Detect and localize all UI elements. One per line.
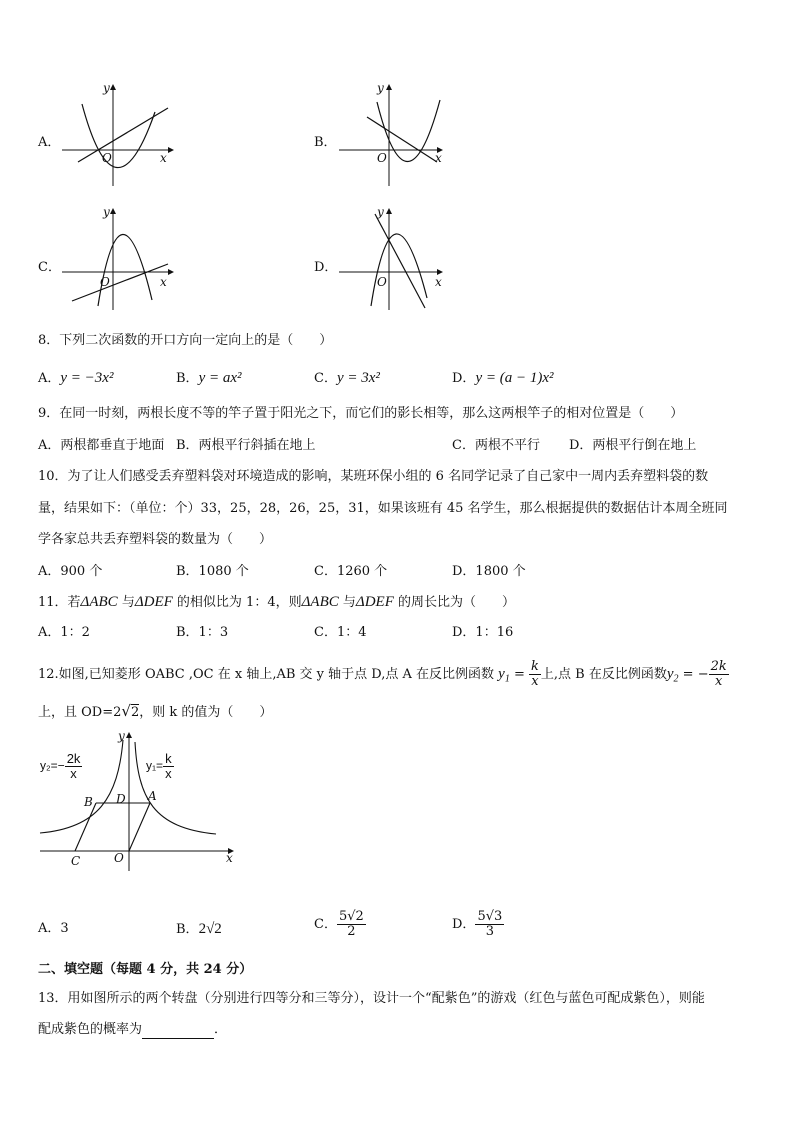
y-axis-label: y xyxy=(103,205,110,219)
y-axis-label: y xyxy=(103,81,110,95)
label-a: A xyxy=(148,789,157,803)
x-axis-label: x xyxy=(435,151,442,165)
q9-option-d: D．两根平行倒在地上 xyxy=(569,438,697,453)
origin-label: O xyxy=(100,275,110,289)
q9-stem: 9．在同一时刻，两根长度不等的竿子置于阳光之下，而它们的影长相等，那么这两根竿子的相对位置是（ ） xyxy=(38,406,684,421)
q11-option-a: A．1：2 xyxy=(38,625,90,640)
origin-label: O xyxy=(377,275,387,289)
option-expr: y = ax² xyxy=(198,370,242,386)
label-o: O xyxy=(114,851,124,865)
q7-option-a-label: A． xyxy=(38,135,61,150)
q10-option-a: A．900 个 xyxy=(38,564,103,579)
q13-line-2: 配成紫色的概率为 ． xyxy=(38,1022,228,1037)
option-letter: C． xyxy=(314,371,337,386)
q8-option-d xyxy=(452,369,553,388)
x-axis-label: x xyxy=(435,275,442,289)
q11-stem: 11．若ΔABC 与ΔDEF 的相似比为 1：4，则ΔABC 与ΔDEF 的周长比为（ ） xyxy=(38,594,515,610)
answer-blank[interactable] xyxy=(142,1024,214,1039)
origin-label: O xyxy=(377,151,387,165)
label-b: B xyxy=(84,795,93,809)
q7-option-b-label: B． xyxy=(314,135,337,150)
line-graph xyxy=(72,264,168,301)
q9-option-c: C．两根不平行 xyxy=(452,438,540,453)
line-graph xyxy=(375,214,425,308)
option-letter: B． xyxy=(176,371,199,386)
q12-line-1: 12.如图,已知菱形 OABC ,OC 在 x 轴上,AB 交 y 轴于点 D,点 A 在反比例函数 $y_1$ = $\frac{k}{x}$ 上,点 B 在反比例函数$y_2$ = − $\frac{2k}{x}$ xyxy=(38,659,727,689)
y-axis-label: y xyxy=(377,81,384,95)
q11-option-d: D．1：16 xyxy=(452,625,514,640)
q10-line-2: 量，结果如下：（单位：个）33，25，28，26，25，31，如果该班有 45 名学生，那么根据提供的数据估计本周全班同 xyxy=(38,501,728,516)
fraction-k-over-x: $\frac{k}{x}$ xyxy=(531,659,539,689)
q12-option-b: B．2√2 xyxy=(176,921,222,937)
fraction-2k-over-x: $\frac{2k}{x}$ xyxy=(710,659,727,689)
segment-bc xyxy=(75,803,96,851)
q7-graph-a xyxy=(60,82,180,192)
q13-line-1: 13．用如图所示的两个转盘（分别进行四等分和三等分），设计一个“配紫色”的游戏（红色与蓝色可配成紫色），则能 xyxy=(38,991,705,1006)
x-axis-arrow-icon xyxy=(168,269,174,275)
q10-option-d: D．1800 个 xyxy=(452,564,526,579)
q7-graph-b xyxy=(337,82,457,192)
sqrt-symbol: √ xyxy=(121,702,131,720)
label-c: C xyxy=(71,854,81,868)
q9-option-b: B．两根平行斜插在地上 xyxy=(176,438,316,453)
q7-graph-d xyxy=(337,206,457,316)
y-axis-arrow-icon xyxy=(386,208,392,214)
q7-graph-c xyxy=(60,206,180,316)
option-expr: y = 3x² xyxy=(336,370,380,386)
segment-oa xyxy=(129,803,150,851)
y-axis-arrow-icon xyxy=(110,84,116,90)
parabola-curve xyxy=(98,234,152,306)
label-x: x xyxy=(226,851,233,865)
label-d: D xyxy=(116,792,126,806)
q10-option-c: C．1260 个 xyxy=(314,564,388,579)
q12-figure-label-y2: y₂=− $\frac{2k}{x}$ xyxy=(40,751,81,781)
q10-line-3: 学各家总共丢弃塑料袋的数量为（ ） xyxy=(38,532,273,547)
parabola-curve xyxy=(82,104,155,168)
option-expr: y = (a − 1)x² xyxy=(475,370,554,386)
q7-option-d-label: D． xyxy=(314,260,338,275)
q9-option-a: A．两根都垂直于地面 xyxy=(38,438,165,453)
x-axis-label: x xyxy=(160,151,167,165)
section-title-fill-in: 二、填空题（每题 4 分，共 24 分） xyxy=(38,962,253,977)
q12-option-a: A．3 xyxy=(38,921,69,936)
q10-line-1: 10．为了让人们感受丢弃塑料袋对环境造成的影响，某班环保小组的 6 名同学记录了自己家中一周内丢弃塑料袋的数 xyxy=(38,469,709,484)
q12-option-d: D． $\frac{5√3}{3}$ xyxy=(452,909,503,939)
y-axis-arrow-icon xyxy=(126,732,132,738)
x-axis-label: x xyxy=(160,275,167,289)
origin-label: O xyxy=(102,151,112,165)
q10-option-b: B．1080 个 xyxy=(176,564,249,579)
y-axis-arrow-icon xyxy=(386,84,392,90)
q8-option-c xyxy=(314,369,380,388)
q8-option-a xyxy=(38,369,113,388)
q11-option-b: B．1：3 xyxy=(176,625,229,640)
y-axis-arrow-icon xyxy=(110,208,116,214)
label-y: y xyxy=(118,729,125,743)
q8-stem: 8．下列二次函数的开口方向一定向上的是（ ） xyxy=(38,333,333,348)
option-letter: A． xyxy=(38,371,61,386)
q12-option-c: C． $\frac{5√2}{2}$ xyxy=(314,909,364,939)
q7-option-c-label: C． xyxy=(38,260,61,275)
q8-option-b xyxy=(176,369,242,388)
option-letter: D． xyxy=(452,371,476,386)
q12-figure xyxy=(38,728,243,873)
x-axis-arrow-icon xyxy=(168,147,174,153)
q12-line-2: 上，且 OD=2√2，则 k 的值为（ ） xyxy=(38,702,273,720)
y-axis-label: y xyxy=(377,205,384,219)
q11-option-c: C．1：4 xyxy=(314,625,367,640)
option-expr: y = −3x² xyxy=(60,370,114,386)
q12-figure-label-y1: y₁= $\frac{k}{x}$ xyxy=(146,751,172,781)
